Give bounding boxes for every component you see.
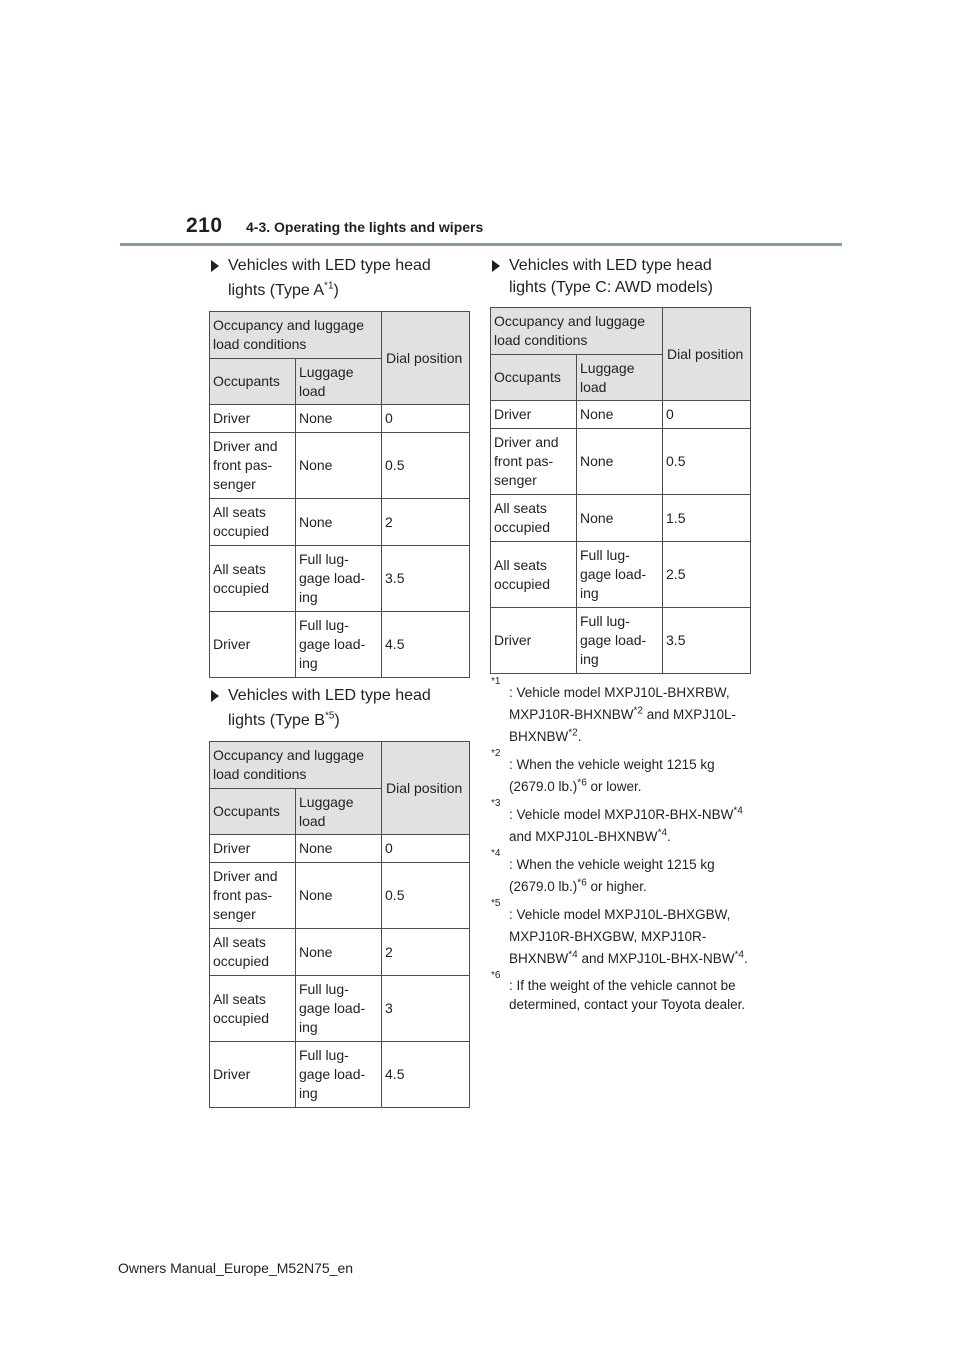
- heading-line: Vehicles with LED type head: [228, 687, 431, 704]
- header-occupants: Occupants: [210, 359, 296, 405]
- triangle-bullet-icon: [211, 260, 219, 272]
- page-number: 210: [186, 214, 223, 237]
- cell-occupants: All seats occupied: [210, 546, 296, 612]
- heading-line: Vehicles with LED type head: [228, 257, 431, 274]
- cell-luggage: None: [296, 863, 382, 929]
- footnote: *5 : Vehicle model MXPJ10L-BHXGBW, MXPJ10R-BHXGBW, MXPJ10R-BHXNBW$^{*4}$ and MXPJ10L-BHX-NBW$^{*4}$.: [491, 898, 748, 966]
- cell-occupants: Driver: [210, 612, 296, 678]
- table-row: [210, 929, 470, 976]
- cell-occupants: Driver: [210, 405, 296, 433]
- cell-dial: 2: [382, 499, 470, 546]
- table-row: [210, 405, 470, 433]
- cell-occupants: Driver: [491, 401, 577, 429]
- heading-line: Vehicles with LED type head: [509, 257, 712, 274]
- header-luggage-load: Luggage load: [577, 355, 663, 401]
- cell-luggage: Full lug-gage load-ing: [296, 546, 382, 612]
- cell-luggage: Full lug-gage load-ing: [577, 608, 663, 674]
- cell-dial: 3: [382, 976, 470, 1042]
- table-row: [210, 612, 470, 678]
- header-dial-position: Dial position: [663, 308, 751, 401]
- cell-dial: 4.5: [382, 612, 470, 678]
- cell-luggage: None: [296, 499, 382, 546]
- footnote: *2 : When the vehicle weight 1215 kg (2679.0 lb.)$^{*6}$ or lower.: [491, 748, 715, 794]
- footer-manual-id: Owners Manual_Europe_M52N75_en: [118, 1260, 354, 1276]
- header-dial-position: Dial position: [382, 312, 470, 405]
- triangle-bullet-icon: [211, 690, 219, 702]
- heading-line: lights (Type $A^{*1}$): [228, 280, 339, 299]
- cell-occupants: Driver: [491, 608, 577, 674]
- header-conditions: Occupancy and luggage load conditions: [210, 312, 382, 359]
- footnote: *1 : Vehicle model MXPJ10L-BHXRBW, MXPJ10R-BHXNBW$^{*2}$ and MXPJ10L-BHXNBW$^{*2}$.: [491, 676, 737, 744]
- footnote: *6 : If the weight of the vehicle cannot be determined, contact your Toyota dealer.: [491, 970, 746, 1012]
- cell-occupants: Driver: [210, 1042, 296, 1108]
- cell-luggage: None: [296, 835, 382, 863]
- header-conditions: Occupancy and luggage load conditions: [210, 742, 382, 789]
- header-occupants: Occupants: [491, 355, 577, 401]
- triangle-bullet-icon: [492, 260, 500, 272]
- cell-dial: 0.5: [382, 433, 470, 499]
- table-row: [210, 499, 470, 546]
- cell-occupants: All seats occupied: [491, 542, 577, 608]
- cell-dial: 2: [382, 929, 470, 976]
- dial-table-type-b: [209, 741, 470, 1108]
- heading-type-c: [492, 255, 752, 299]
- table-row: [491, 495, 751, 542]
- cell-dial: 0.5: [663, 429, 751, 495]
- cell-dial: 3.5: [663, 608, 751, 674]
- cell-occupants: Driver: [210, 835, 296, 863]
- table-row: [210, 863, 470, 929]
- dial-table-type-c: [490, 307, 751, 674]
- cell-luggage: None: [577, 495, 663, 542]
- cell-occupants: All seats occupied: [210, 976, 296, 1042]
- table-row: [491, 429, 751, 495]
- cell-occupants: All seats occupied: [210, 499, 296, 546]
- table-row: [210, 433, 470, 499]
- cell-dial: 0: [382, 405, 470, 433]
- cell-occupants: All seats occupied: [491, 495, 577, 542]
- header-occupants: Occupants: [210, 789, 296, 835]
- cell-luggage: None: [296, 929, 382, 976]
- cell-dial: 4.5: [382, 1042, 470, 1108]
- cell-luggage: Full lug-gage load-ing: [296, 612, 382, 678]
- cell-dial: 1.5: [663, 495, 751, 542]
- cell-dial: 0: [663, 401, 751, 429]
- table-row: [491, 401, 751, 429]
- cell-luggage: None: [577, 429, 663, 495]
- heading-type-b: [211, 685, 461, 732]
- header-conditions: Occupancy and luggage load conditions: [491, 308, 663, 355]
- heading-line: lights (Type $B^{*5}$): [228, 710, 340, 729]
- heading-line: lights (Type C: AWD models): [509, 279, 713, 296]
- header-rule: [120, 243, 842, 246]
- footnotes: [491, 676, 761, 1020]
- footnote: *3 : Vehicle model MXPJ10R-BHX-NBW$^{*4}$ and MXPJ10L-BHXNBW$^{*4}$.: [491, 798, 743, 844]
- dial-table-type-a: [209, 311, 470, 678]
- cell-occupants: Driver and front pas-senger: [210, 863, 296, 929]
- cell-luggage: Full lug-gage load-ing: [577, 542, 663, 608]
- table-row: [210, 835, 470, 863]
- cell-luggage: Full lug-gage load-ing: [296, 976, 382, 1042]
- cell-luggage: None: [296, 433, 382, 499]
- table-row: [210, 546, 470, 612]
- cell-luggage: None: [577, 401, 663, 429]
- heading-type-a: [211, 255, 461, 302]
- cell-dial: 0.5: [382, 863, 470, 929]
- table-row: [210, 1042, 470, 1108]
- cell-occupants: All seats occupied: [210, 929, 296, 976]
- cell-occupants: Driver and front pas-senger: [210, 433, 296, 499]
- table-row: [210, 976, 470, 1042]
- section-title: 4-3. Operating the lights and wipers: [246, 219, 484, 235]
- cell-occupants: Driver and front pas-senger: [491, 429, 577, 495]
- header-luggage-load: Luggage load: [296, 359, 382, 405]
- cell-luggage: None: [296, 405, 382, 433]
- cell-dial: 0: [382, 835, 470, 863]
- header-dial-position: Dial position: [382, 742, 470, 835]
- footnote: *4 : When the vehicle weight 1215 kg (2679.0 lb.)$^{*6}$ or higher.: [491, 848, 715, 894]
- header-luggage-load: Luggage load: [296, 789, 382, 835]
- cell-dial: 2.5: [663, 542, 751, 608]
- cell-dial: 3.5: [382, 546, 470, 612]
- table-row: [491, 542, 751, 608]
- cell-luggage: Full lug-gage load-ing: [296, 1042, 382, 1108]
- table-row: [491, 608, 751, 674]
